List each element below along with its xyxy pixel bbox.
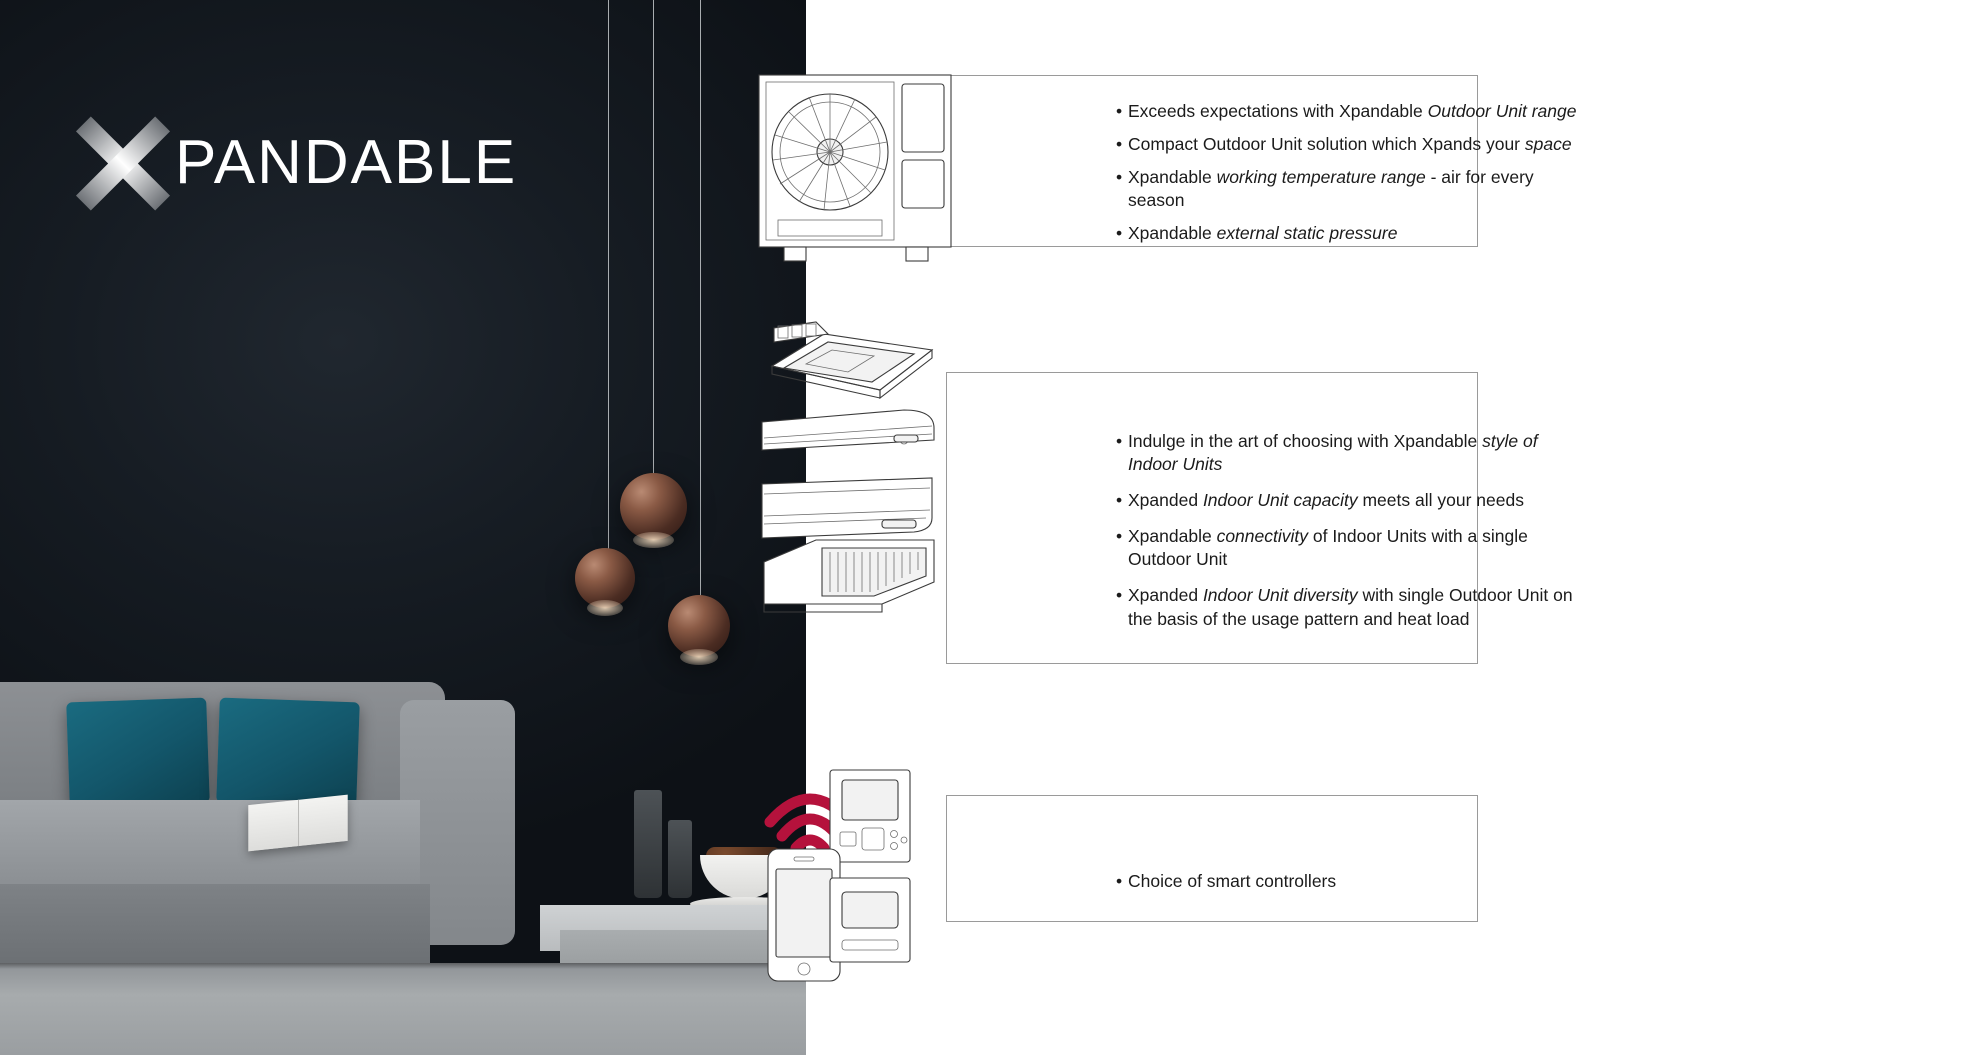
hero-floor bbox=[0, 963, 806, 1055]
bullet-item bbox=[1116, 489, 1576, 512]
bullet-item bbox=[1116, 870, 1556, 893]
lamp-cord-1 bbox=[653, 0, 654, 490]
thermostat-icon bbox=[826, 874, 916, 966]
bullet-dot: • bbox=[1116, 526, 1123, 547]
bullet-text: Choice of smart controllers bbox=[1128, 871, 1337, 891]
bullet-text: Xpanded Indoor Unit diversity with single Outdoor Unit on the basis of the usage pattern and heat load bbox=[1128, 585, 1573, 629]
brand-logo bbox=[75, 115, 517, 211]
wall-mounted-indoor-unit-icon bbox=[754, 404, 954, 474]
ducted-indoor-unit-icon bbox=[754, 538, 954, 618]
bullet-dot: • bbox=[1116, 431, 1123, 451]
sofa-base bbox=[0, 884, 430, 972]
outdoor-unit-bullets bbox=[1116, 100, 1586, 255]
ceiling-cassette-icon bbox=[754, 320, 954, 410]
sofa-seat bbox=[0, 800, 420, 886]
pendant-lamp-3 bbox=[668, 595, 730, 657]
lamp-cord-2 bbox=[608, 0, 609, 555]
controllers-bullets bbox=[1116, 870, 1556, 903]
bullet-text: Xpanded Indoor Unit capacity meets all your needs bbox=[1128, 490, 1524, 511]
throw-pillow-left bbox=[66, 698, 210, 808]
bullet-dot: • bbox=[1116, 490, 1123, 511]
features-panel bbox=[806, 0, 1979, 1055]
x-mark-icon bbox=[75, 115, 171, 211]
bullet-item bbox=[1116, 525, 1576, 571]
indoor-units-bullets bbox=[1116, 430, 1576, 644]
bullet-text: Xpandable external static pressure bbox=[1128, 223, 1398, 244]
outdoor-unit-icon bbox=[754, 70, 1004, 270]
pendant-lamp-2 bbox=[575, 548, 635, 608]
bullet-text: Indulge in the art of choosing with Xpandable style of Indoor Units bbox=[1128, 431, 1538, 475]
bullet-dot: • bbox=[1116, 585, 1123, 606]
short-vase bbox=[668, 820, 692, 898]
brand-name: PANDABLE bbox=[175, 128, 518, 197]
bullet-item bbox=[1116, 430, 1576, 476]
bullet-dot: • bbox=[1116, 223, 1123, 244]
hero-interior-photo bbox=[0, 0, 806, 1055]
bullet-dot: • bbox=[1116, 101, 1123, 121]
bullet-dot: • bbox=[1116, 871, 1123, 891]
bullet-item bbox=[1116, 584, 1576, 630]
bullet-text: Exceeds expectations with Xpandable Outdoor Unit range bbox=[1128, 101, 1577, 121]
pendant-lamp-1 bbox=[620, 473, 687, 540]
tall-vase bbox=[634, 790, 662, 898]
lamp-cord-3 bbox=[700, 0, 701, 602]
bullet-text: Compact Outdoor Unit solution which Xpands your space bbox=[1128, 134, 1572, 155]
bullet-text: Xpandable working temperature range - air for every season bbox=[1128, 167, 1534, 211]
bullet-item bbox=[1116, 100, 1586, 123]
bullet-item bbox=[1116, 166, 1586, 212]
bullet-item bbox=[1116, 133, 1586, 156]
bullet-text: Xpandable connectivity of Indoor Units with a single Outdoor Unit bbox=[1128, 526, 1528, 570]
bullet-item bbox=[1116, 222, 1586, 245]
throw-pillow-right bbox=[216, 698, 360, 808]
bullet-dot: • bbox=[1116, 134, 1123, 155]
bullet-dot: • bbox=[1116, 167, 1123, 188]
